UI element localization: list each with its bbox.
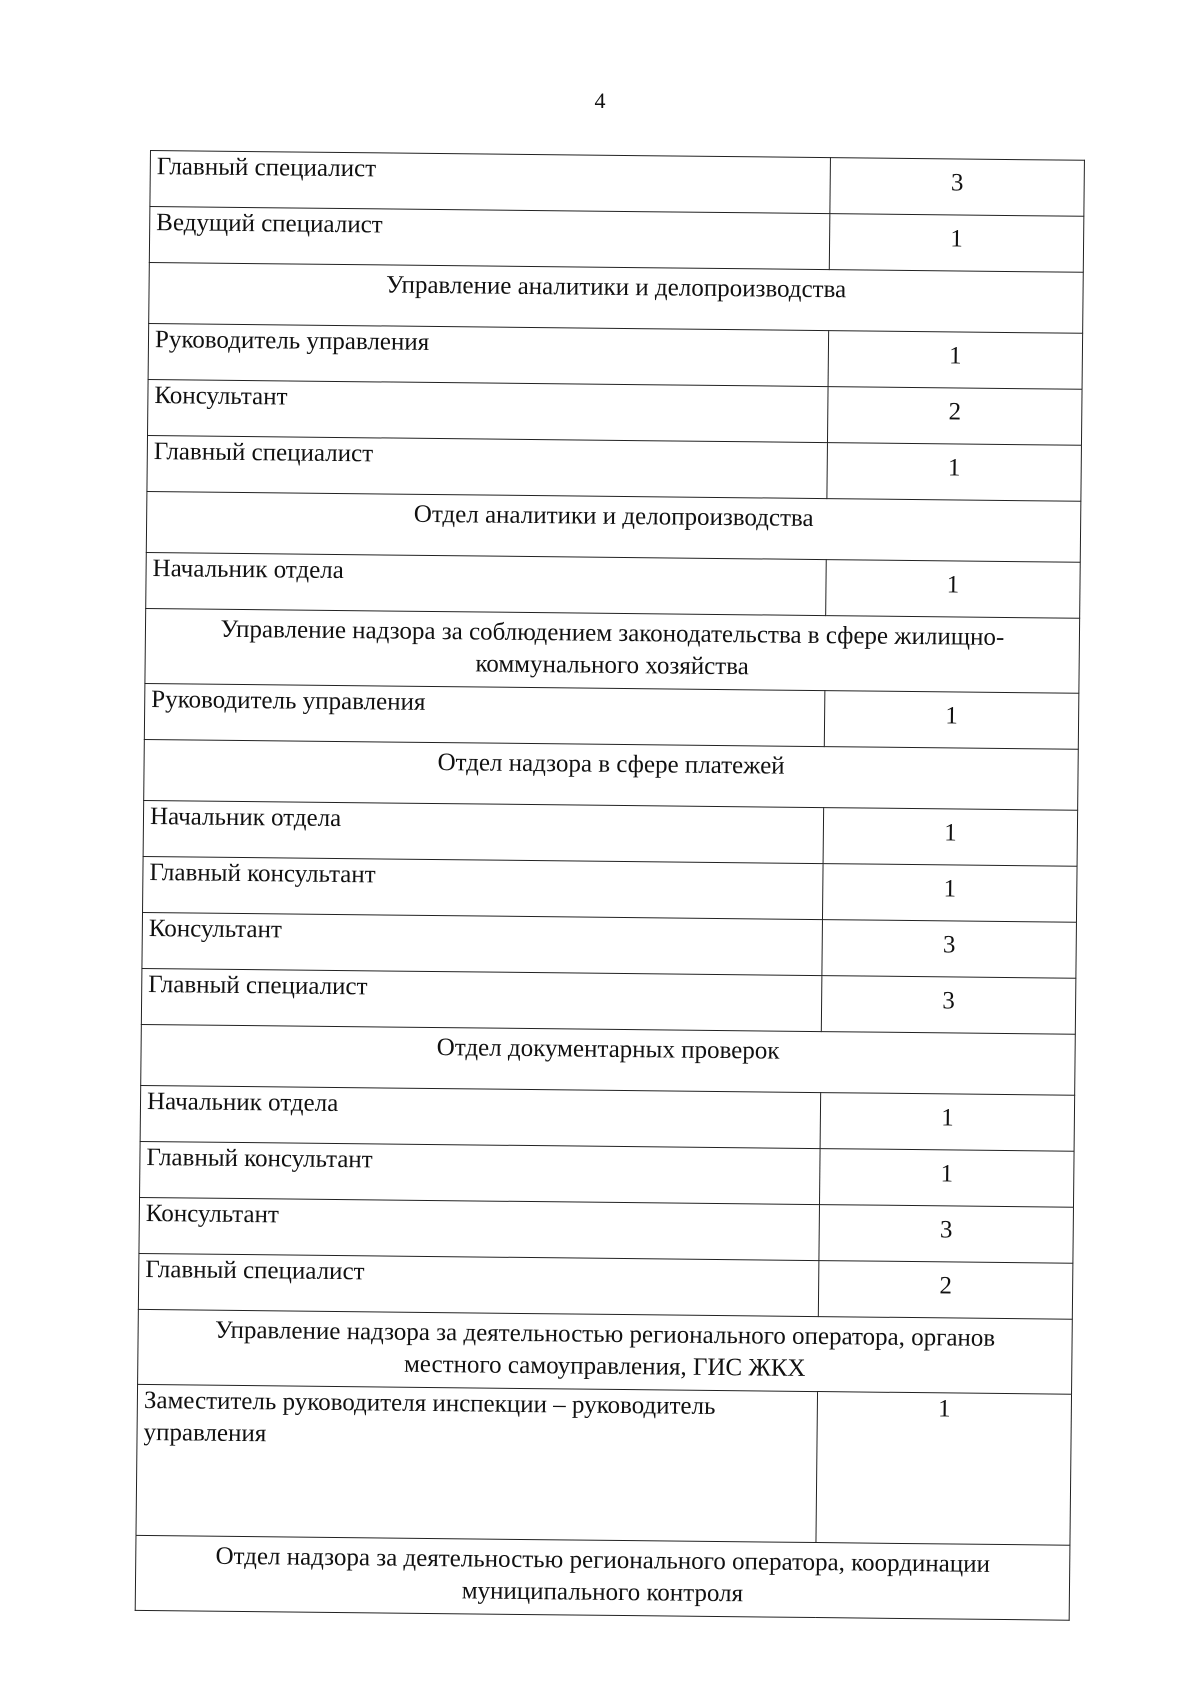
section-title: Управление аналитики и делопроизводства: [149, 262, 1084, 333]
position-row: [142, 912, 1077, 978]
position-row: [148, 323, 1083, 389]
position-count: 1: [829, 214, 1084, 273]
position-count: 1: [828, 331, 1083, 390]
position-row: [144, 683, 1079, 749]
position-title: Консультант: [148, 379, 829, 442]
position-title: Главный консультант: [140, 1141, 821, 1204]
section-row: [146, 491, 1081, 562]
position-title: Главный специалист: [138, 1253, 819, 1316]
position-count: 3: [821, 976, 1076, 1035]
position-row: [147, 435, 1082, 501]
position-row: [149, 207, 1084, 273]
staff-table: [135, 150, 1085, 1621]
position-title: Главный специалист: [147, 435, 828, 498]
position-row: [138, 1253, 1073, 1319]
position-row: [146, 552, 1081, 618]
position-title: Консультант: [142, 912, 823, 975]
position-row: [143, 856, 1078, 922]
position-count: 1: [820, 1093, 1075, 1152]
position-title: Руководитель управления: [144, 683, 825, 746]
position-row: [140, 1085, 1075, 1151]
position-title: Ведущий специалист: [149, 207, 830, 270]
section-row: [135, 1535, 1070, 1620]
position-count: 2: [818, 1261, 1073, 1320]
position-row: [139, 1197, 1074, 1263]
position-title: Консультант: [139, 1197, 820, 1260]
position-title: Главный специалист: [150, 151, 831, 214]
section-row: [145, 608, 1080, 693]
position-row: [150, 151, 1085, 217]
section-title: Отдел надзора за деятельностью регионального оператора, координации муниципального контроля: [135, 1535, 1070, 1620]
position-row: [148, 379, 1083, 445]
position-title: Главный специалист: [141, 968, 822, 1031]
section-title: Отдел аналитики и делопроизводства: [146, 491, 1081, 562]
position-title: Начальник отдела: [146, 552, 827, 615]
position-row: [136, 1384, 1072, 1545]
section-row: [149, 262, 1084, 333]
position-title: Заместитель руководителя инспекции – руководитель управления: [136, 1384, 818, 1542]
position-count: 3: [819, 1205, 1074, 1264]
position-count: 1: [827, 443, 1082, 502]
position-title: Начальник отдела: [143, 800, 824, 863]
position-row: [143, 800, 1078, 866]
position-count: 1: [819, 1149, 1074, 1208]
position-title: Руководитель управления: [148, 323, 829, 386]
position-count: 3: [830, 158, 1085, 217]
section-title: Управление надзора за соблюдением законодательства в сфере жилищно-коммунального хозяйства: [145, 608, 1080, 693]
position-row: [140, 1141, 1075, 1207]
position-title: Начальник отдела: [140, 1085, 821, 1148]
position-count: 1: [826, 560, 1081, 619]
position-count: 1: [823, 808, 1078, 867]
position-count: 2: [827, 387, 1082, 446]
position-count: 1: [822, 864, 1077, 923]
section-row: [141, 1024, 1076, 1095]
position-count: 3: [822, 920, 1077, 979]
section-title: Отдел документарных проверок: [141, 1024, 1076, 1095]
position-count: 1: [816, 1392, 1072, 1546]
position-row: [141, 968, 1076, 1034]
section-row: [138, 1309, 1073, 1394]
section-title: Отдел надзора в сфере платежей: [144, 739, 1079, 810]
position-title: Главный консультант: [143, 856, 824, 919]
position-count: 1: [824, 691, 1079, 750]
section-title: Управление надзора за деятельностью регионального оператора, органов местного самоуправления, ГИС ЖКХ: [138, 1309, 1073, 1394]
section-row: [144, 739, 1079, 810]
page-number: 4: [594, 88, 606, 113]
